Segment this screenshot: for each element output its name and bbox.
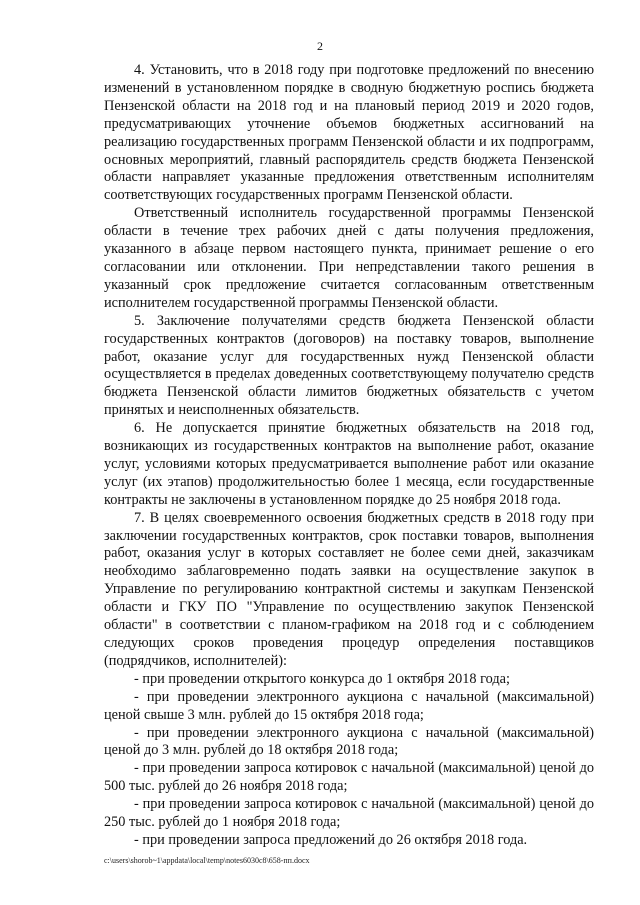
list-item-proposals-request: - при проведении запроса предложений до 26 октября 2018 года. — [134, 831, 528, 848]
paragraph-item-7: 7. В целях своевременного освоения бюджетных средств в 2018 году при заключении государственных контрактов, срок поставки товаров, выполнения работ, оказания услуг в которых составляет не более семи дней, заказчикам необходимо заблаговременно подать заявки на осуществление закупок в Управление по регулированию контрактной системы и закупкам Пензенской области и ГКУ ПО "Управление по осуществлению закупок Пензенской области" в соответствии с планом-графиком на 2018 год и с соблюдением следующих сроков проведения процедур определения поставщиков (подрядчиков, исполнителей): — [104, 509, 594, 669]
list-item-auction-up-to-3m: - при проведении электронного аукциона с начальной (максимальной) ценой до 3 млн. рублей до 18 октября 2018 года; — [104, 724, 594, 759]
list-item-quotes-up-to-250k: - при проведении запроса котировок с начальной (максимальной) ценой до 250 тыс. рублей до 1 ноября 2018 года; — [104, 796, 594, 831]
list-item-open-tender: - при проведении открытого конкурса до 1 октября 2018 года; — [134, 670, 510, 687]
file-path-footer: c:\users\shorob~1\appdata\local\temp\notes6030c8\658-пп.docx — [104, 856, 310, 865]
list-item-auction-over-3m: - при проведении электронного аукциона с начальной (максимальной) ценой свыше 3 млн. рублей до 15 октября 2018 года; — [104, 688, 594, 723]
list-item-quotes-up-to-500k: - при проведении запроса котировок с начальной (максимальной) ценой до 500 тыс. рублей до 26 ноября 2018 года; — [104, 760, 594, 795]
paragraph-item-6: 6. Не допускается принятие бюджетных обязательств на 2018 год, возникающих из государственных контрактов на выполнение работ, оказание услуг, условиями которых предусматривается выполнение работ или оказание услуг (их этапов) продолжительностью более 1 месяца, если государственные контракты не заключены в установленном порядке до 25 ноября 2018 года. — [104, 420, 594, 508]
paragraph-item-4: 4. Установить, что в 2018 году при подготовке предложений по внесению изменений в установленном порядке в сводную бюджетную роспись бюджета Пензенской области на 2018 год и на плановый период 2019 и 2020 годов, предусматривающих уточнение объемов бюджетных ассигнований на реализацию государственных программ Пензенской области и их подпрограмм, основных мероприятий, главный распорядитель средств бюджета Пензенской области направляет указанные предложения ответственным исполнителям соответствующих государственных программ Пензенской области. — [104, 62, 594, 204]
paragraph-item-5: 5. Заключение получателями средств бюджета Пензенской области государственных контрактов (договоров) на поставку товаров, выполнение работ, оказание услуг для государственных нужд Пензенской области осуществляется в пределах доведенных соответствующему получателю средств бюджета Пензенской области лимитов бюджетных обязательств с учетом принятых и неисполненных обязательств. — [104, 312, 594, 419]
page-number: 2 — [317, 39, 323, 53]
document-body — [104, 62, 594, 850]
paragraph-responsible-executor: Ответственный исполнитель государственной программы Пензенской области в течение трех рабочих дней с даты получения предложения, указанного в абзаце первом настоящего пункта, принимает решение о его согласовании или отклонении. При непредставлении такого решения в указанный срок предложение считается согласованным ответственным исполнителем государственной программы Пензенской области. — [104, 205, 594, 311]
